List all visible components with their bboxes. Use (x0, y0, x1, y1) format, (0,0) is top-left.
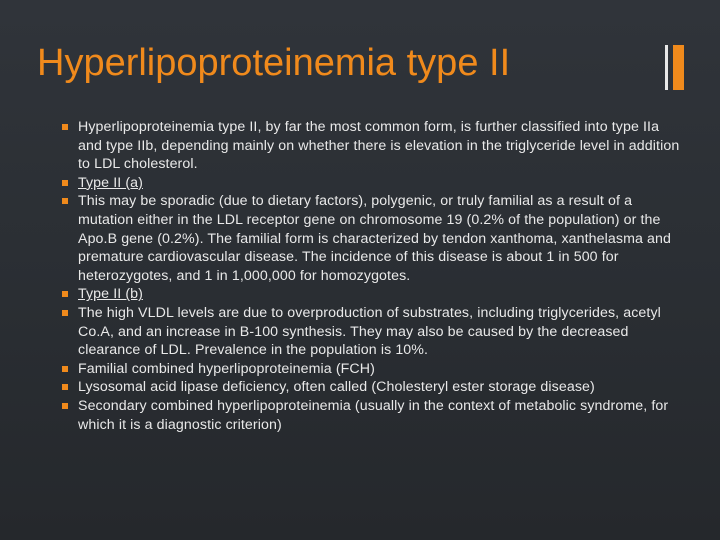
bullet-item (62, 118, 680, 174)
bullet-square-icon (62, 384, 68, 390)
bullet-text: Hyperlipoproteinemia type II, by far the most common form, is further classified into type IIa and type IIb, depending mainly on whether there is elevation in the triglyceride level in addition to LDL cholesterol. (78, 119, 680, 173)
bullet-list (62, 118, 680, 434)
bullet-square-icon (62, 198, 68, 204)
bullet-text: Secondary combined hyperlipoproteinemia (usually in the context of metabolic syndrome, for which it is a diagnostic criterion) (78, 397, 669, 433)
bullet-item (62, 174, 680, 193)
bullet-item (62, 304, 680, 360)
bullet-text: Lysosomal acid lipase deficiency, often called (Cholesteryl ester storage disease) (78, 379, 595, 396)
bullet-square-icon (62, 366, 68, 372)
bullet-square-icon (62, 403, 68, 409)
bullet-item (62, 360, 680, 379)
bullet-text: This may be sporadic (due to dietary factors), polygenic, or truly familial as a result of a mutation either in the LDL receptor gene on chromosome 19 (0.2% of the population) or the Apo.B gene (0.2%). The familial form is characterized by tendon xanthoma, xanthelasma and premature cardiovascular disease. The incidence of this disease is about 1 in 500 for heterozygotes, and 1 in 1,000,000 for homozygotes. (78, 193, 672, 284)
bullet-text: Familial combined hyperlipoproteinemia (FCH) (78, 360, 375, 377)
bullet-square-icon (62, 124, 68, 130)
bullet-text: The high VLDL levels are due to overproduction of substrates, including triglycerides, acetyl Co.A, and an increase in B-100 synthesis. They may also be caused by the decreased clearance of LDL. Prevalence in the population is 10%. (78, 304, 661, 359)
bullet-item (62, 285, 680, 304)
bullet-heading-type-iia: Type II (a) (78, 174, 143, 191)
bullet-square-icon (62, 180, 68, 186)
bullet-item (62, 378, 680, 397)
bullet-heading-type-iib: Type II (b) (78, 286, 143, 303)
bullet-item (62, 397, 680, 434)
bullet-square-icon (62, 310, 68, 316)
bullet-square-icon (62, 291, 68, 297)
bullet-item (62, 192, 680, 285)
slide-title: Hyperlipoproteinemia type II (37, 42, 511, 84)
title-accent-thin-bar (665, 45, 668, 90)
title-accent-thick-bar (673, 45, 684, 90)
